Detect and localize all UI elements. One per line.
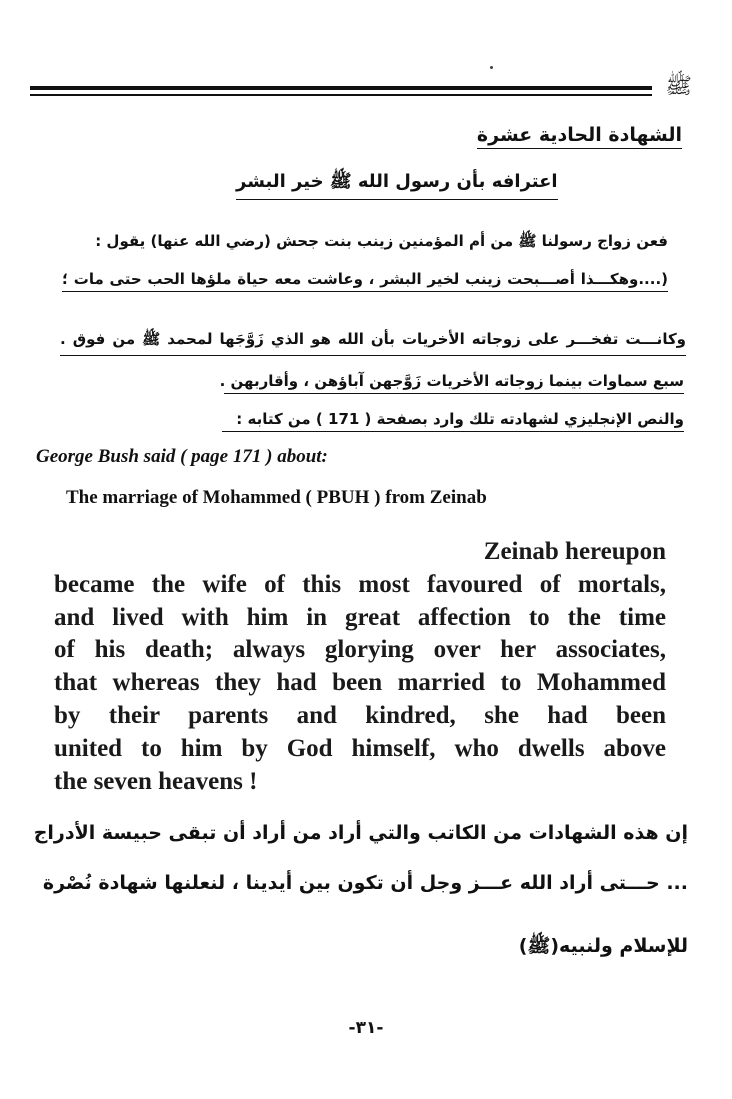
- quote-line: united to him by God himself, who dwells above: [54, 734, 666, 762]
- quote-line: by their parents and kindred, she had been: [54, 701, 666, 729]
- closing-line-3: للإسلام ولنبيه(ﷺ): [518, 935, 688, 957]
- english-subheading: The marriage of Mohammed ( PBUH ) from Zeinab: [66, 487, 487, 508]
- header-rule-thin: [30, 94, 652, 96]
- closing-line-2: ... حـــتى أراد الله عـــز وجل أن تكون بين أيدينا ، لنعلنها شهادة نُصْرة: [42, 872, 688, 894]
- english-heading: George Bush said ( page 171 ) about:: [36, 446, 328, 467]
- header-rule-thick: [30, 86, 652, 90]
- quote-line: Zeinab hereupon: [483, 538, 666, 565]
- quote-line: became the wife of this most favoured of mortals,: [54, 570, 666, 598]
- arabic-line-3: وكانـــت تفخـــر على زوجاته الأخريات بأن الله هو الذي زَوَّجَها لمحمد ﷺ من فوق .: [60, 330, 686, 356]
- pbuh-seal-icon: ﷺ: [665, 74, 692, 99]
- print-speck: [490, 66, 493, 69]
- quote-line: the seven heavens !: [54, 767, 258, 795]
- section-subtitle: اعترافه بأن رسول الله ﷺ خير البشر: [236, 170, 558, 200]
- arabic-line-4: سبع سماوات بينما زوجاته الأخريات زَوَّجهن آباؤهن ، وأقاربهن .: [224, 372, 684, 394]
- scanned-quote-block: [54, 536, 666, 798]
- section-title: الشهادة الحادية عشرة: [477, 124, 682, 149]
- quote-line: that whereas they had been married to Mohammed: [54, 669, 666, 697]
- arabic-line-2: (....وهكـــذا أصـــبحت زينب لخير البشر ، وعاشت معه حياة ملؤها الحب حتى مات ؛: [62, 270, 668, 292]
- quote-line: of his death; always glorying over her associates,: [54, 636, 666, 664]
- arabic-line-1: فعن زواج رسولنا ﷺ من أم المؤمنين زينب بنت جحش (رضي الله عنها) يقول :: [95, 232, 668, 250]
- arabic-line-5: والنص الإنجليزي لشهادته تلك وارد بصفحة ( 171 ) من كتابه :: [222, 410, 684, 432]
- quote-line: and lived with him in great affection to the time: [54, 603, 666, 631]
- page-number: -٣١-: [348, 1018, 384, 1038]
- closing-line-1: إن هذه الشهادات من الكاتب والتي أراد من أراد أن تبقى حبيسة الأدراج: [33, 822, 688, 844]
